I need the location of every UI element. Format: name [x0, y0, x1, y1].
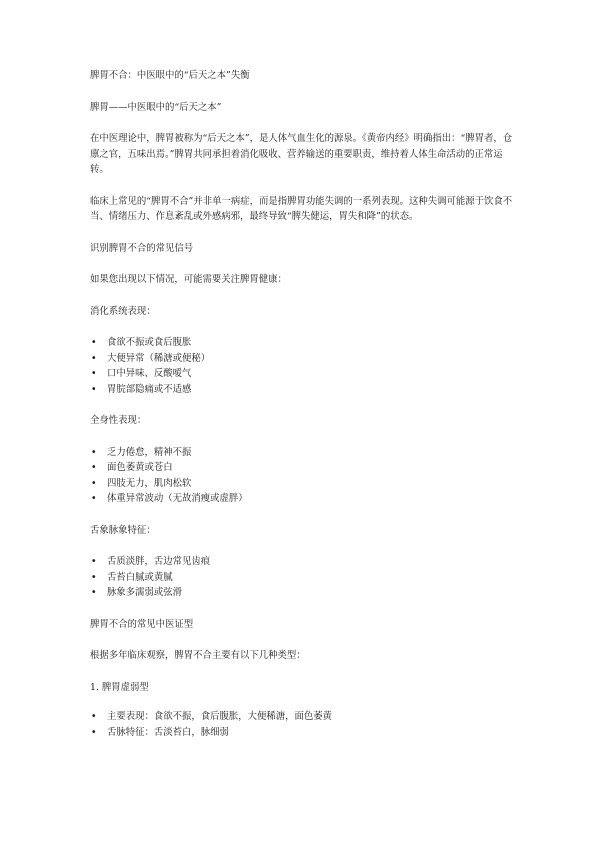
list-item: • 食欲不振或食后腹胀 — [90, 335, 520, 351]
signals-intro: 如果您出现以下情况，可能需要关注脾胃健康： — [90, 274, 287, 285]
list-item: • 胃脘部隐痛或不适感 — [90, 382, 520, 398]
document-title: 脾胃不合：中医眼中的“后天之本”失衡 — [90, 70, 250, 81]
type1-heading: 1. 脾胃虚弱型 — [90, 681, 149, 693]
syndrome-types-intro: 根据多年临床观察，脾胃不合主要有以下几种类型： — [90, 650, 306, 661]
tongue-pulse-heading: 舌象脉象特征： — [90, 524, 156, 536]
type1-list — [90, 709, 520, 740]
list-item: • 主要表现：食欲不振，食后腹胀，大便稀溏，面色萎黄 — [90, 709, 520, 725]
tongue-pulse-list — [90, 554, 520, 601]
list-item: • 大便异常（稀溏或便秘） — [90, 351, 520, 367]
section-heading-syndrome-types: 脾胃不合的常见中医证型 — [90, 618, 194, 630]
digestive-list — [90, 335, 520, 397]
list-item: • 乏力倦怠，精神不振 — [90, 445, 520, 461]
list-item: • 面色萎黄或苍白 — [90, 460, 520, 476]
systemic-heading: 全身性表现： — [90, 415, 147, 426]
list-item: • 舌苔白腻或黄腻 — [90, 570, 520, 586]
section-heading-spleen-stomach: 脾胃——中医眼中的“后天之本” — [90, 101, 222, 113]
list-item: • 脉象多濡弱或弦滑 — [90, 585, 520, 601]
list-item: • 体重异常波动（无故消瘦或虚胖） — [90, 491, 520, 507]
digestive-heading: 消化系统表现： — [90, 305, 156, 317]
list-item: • 四肢无力，肌肉松软 — [90, 476, 520, 492]
section-heading-signals: 识别脾胃不合的常见信号 — [90, 242, 194, 254]
systemic-list — [90, 445, 520, 507]
paragraph-clinical: 临床上常见的“脾胃不合”并非单一病症，而是指脾胃功能失调的一系列表现。这种失调可能源于饮食不当、情绪压力、作息紊乱或外感病邪，最终导致“脾失健运，胃失和降”的状态。 — [90, 195, 513, 222]
list-item: • 口中异味、反酸嗳气 — [90, 366, 520, 382]
list-item: • 舌质淡胖，舌边常见齿痕 — [90, 554, 520, 570]
paragraph-intro: 在中医理论中，脾胃被称为“后天之本”，是人体气血生化的源泉。《黄帝内经》明确指出：“脾胃者，仓廪之官，五味出焉。”脾胃共同承担着消化吸收、营养输送的重要职责，维持着人体生命活动的正常运转。 — [90, 133, 513, 175]
list-item: • 舌脉特征：舌淡苔白，脉细弱 — [90, 725, 520, 741]
document-page — [90, 68, 520, 756]
